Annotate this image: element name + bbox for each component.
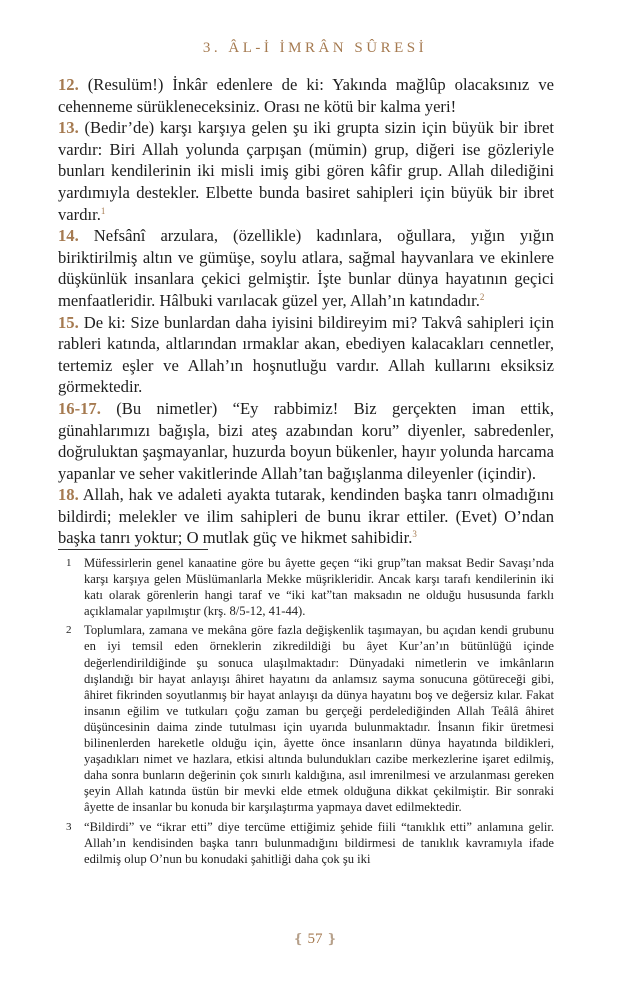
footnote-marker[interactable]: 1 bbox=[100, 205, 106, 216]
verse-14 bbox=[58, 225, 554, 311]
footnote-number: 2 bbox=[66, 624, 72, 637]
footnote-text: Toplumlara, zamana ve mekâna göre fazla değişkenlik taşımayan, bu açıdan kendi grubunu en iyi temsil eden örneklerin zikredildiği bu âyet Kur’an’ın bütünlüğü içinde değerlendirildiğinde şu sonuca ulaşılmaktadır: Dünyadaki nimetlerin ve imkânların dışlandığı bir hayat anlayışı âhiret hayatını da anlamsız sayma sonucuna götüreceği gibi, âhiret fikrinden soyutlanmış bir hayat anlayışı da dünya hayatını boş ve değersiz kılar. Fakat insanın eğilim ve tutkuları çoğu zaman bu gerçeği perdelediğinden Allah Teâlâ âhiret düşüncesinin daima zinde tutulması için uyarıda bulunmaktadır. İnsanın fikir üretmesi bilinenlerden hareketle olduğu için, âyette önce insanların dünya hayatında bildikleri, yaşadıkları nimet ve hazlara, etkisi altında bulundukları cazibe merkezlerine işaret edilmiş, daha sonra bunların değerinin çok sınırlı kaldığına, asıl imrenilmesi ve arzulanması gereken şeyin Allah katında üstün bir mevki elde etmek olduğuna dikkat çekilmiştir. Bir sonraki âyette de insanlar bu konuda bir karşılaştırma yapmaya davet edilmektedir. bbox=[84, 623, 554, 815]
page-number-value: 57 bbox=[307, 931, 323, 947]
verse-number: 12. bbox=[58, 75, 79, 94]
footnote-divider bbox=[58, 549, 208, 550]
verse-number: 16-17. bbox=[58, 398, 101, 418]
verse-text: (Bu nimetler) “Ey rabbimiz! Biz gerçekten iman ettik, günahlarımızı bağışla, bizi ateş azabından koru” diyenler, sabredenler, doğruluktan şaşmayanlar, huzurda boyun bükenler, hayır yolunda harcama yapanlar ve seher vakitlerinde Allah’tan bağışlanma dileyenler (içindir). bbox=[58, 398, 554, 483]
footnote-1 bbox=[58, 555, 554, 619]
left-ornament-icon: ❴ bbox=[292, 931, 304, 946]
footnote-3 bbox=[58, 819, 554, 867]
footnote-2 bbox=[58, 622, 554, 815]
verse-12 bbox=[58, 74, 554, 117]
verse-16-17 bbox=[58, 398, 554, 484]
verse-text: De ki: Size bunlardan daha iyisini bildireyim mi? Takvâ sahipleri için rableri katında, altlarından ırmaklar akan, ebediyen kalacakları cennetler, tertemiz eşler ve Allah’ın hoşnutluğu vardır. Allah kullarını eksiksiz görmektedir. bbox=[58, 312, 554, 397]
verse-number: 15. bbox=[58, 312, 79, 332]
verse-text: Nefsânî arzulara, (özellikle) kadınlara, oğullara, yığın yığın biriktirilmiş altın ve gümüşe, soylu atlara, sağmal hayvanlara ve ekinlere düşkünlük insanlara çekici gelmiştir. İşte bunlar dünya hayatının geçici menfaatleridir. Hâlbuki varılacak güzel yer, Allah’ın katındadır. bbox=[58, 226, 554, 310]
footnote-marker[interactable]: 2 bbox=[479, 291, 485, 302]
footnote-number: 3 bbox=[66, 820, 72, 833]
running-header: 3. ÂL-İ İMRÂN SÛRESİ bbox=[202, 40, 428, 56]
verse-13 bbox=[58, 117, 554, 225]
footnote-text: Müfessirlerin genel kanaatine göre bu âyette geçen “iki grup”tan maksat Bedir Savaşı’nda karşı karşıya gelen Müslümanlarla Mekke müşrikleridir. Ancak karşı tarafı kendilerinin iki katı olarak görenlerin hangi taraf ve “iki kat”tan maksadın ne olduğu hususunda farklı açıklamalar yapılmıştır (krş. 8/5-12, 41-44). bbox=[84, 556, 554, 619]
verse-18 bbox=[58, 484, 554, 549]
verse-number: 13. bbox=[58, 118, 79, 138]
footnote-text: “Bildirdi” ve “ikrar etti” diye tercüme ettiğimiz şehide fiili “tanıklık etti” anlamına gelir. Allah’ın kendisinden başka tanrı bulunmadığını bildirmesi de tanıklık kavramıyla ifade edilmiş olup O’nun bu konudaki şahitliği daha çok şu iki bbox=[84, 819, 554, 866]
verse-translation-body bbox=[58, 74, 554, 549]
verse-number: 18. bbox=[58, 485, 79, 505]
footnotes bbox=[58, 555, 554, 870]
verse-15 bbox=[58, 312, 554, 398]
verse-text: (Resulüm!) İnkâr edenlere de ki: Yakında mağlûp olacaksınız ve cehenneme sürükleneceksiniz. Orası ne kötü bir kalma yeri! bbox=[58, 75, 554, 116]
verse-number: 14. bbox=[58, 226, 79, 246]
right-ornament-icon: ❵ bbox=[326, 931, 338, 946]
page-number bbox=[0, 931, 630, 948]
verse-text: (Bedir’de) karşı karşıya gelen şu iki grupta sizin için büyük bir ibret vardır: Biri Allah yolunda çarpışan (mümin) grup, diğeri ise gözleriyle bunları kendilerinin iki misli imiş gibi gören kâfir grup. Allah dilediğini yardımıyla destekler. Elbette bunda basiret sahipleri için büyük bir ibret vardır. bbox=[58, 118, 554, 224]
footnote-number: 1 bbox=[66, 557, 72, 569]
footnote-marker[interactable]: 3 bbox=[412, 529, 417, 540]
verse-text: Allah, hak ve adaleti ayakta tutarak, kendinden başka tanrı olmadığını bildirdi; melekler ve ilim sahipleri de bunu ikrar ettiler. (Evet) O’ndan başka tanrı yoktur; O mutlak güç ve hikmet sahibidir. bbox=[58, 485, 554, 548]
